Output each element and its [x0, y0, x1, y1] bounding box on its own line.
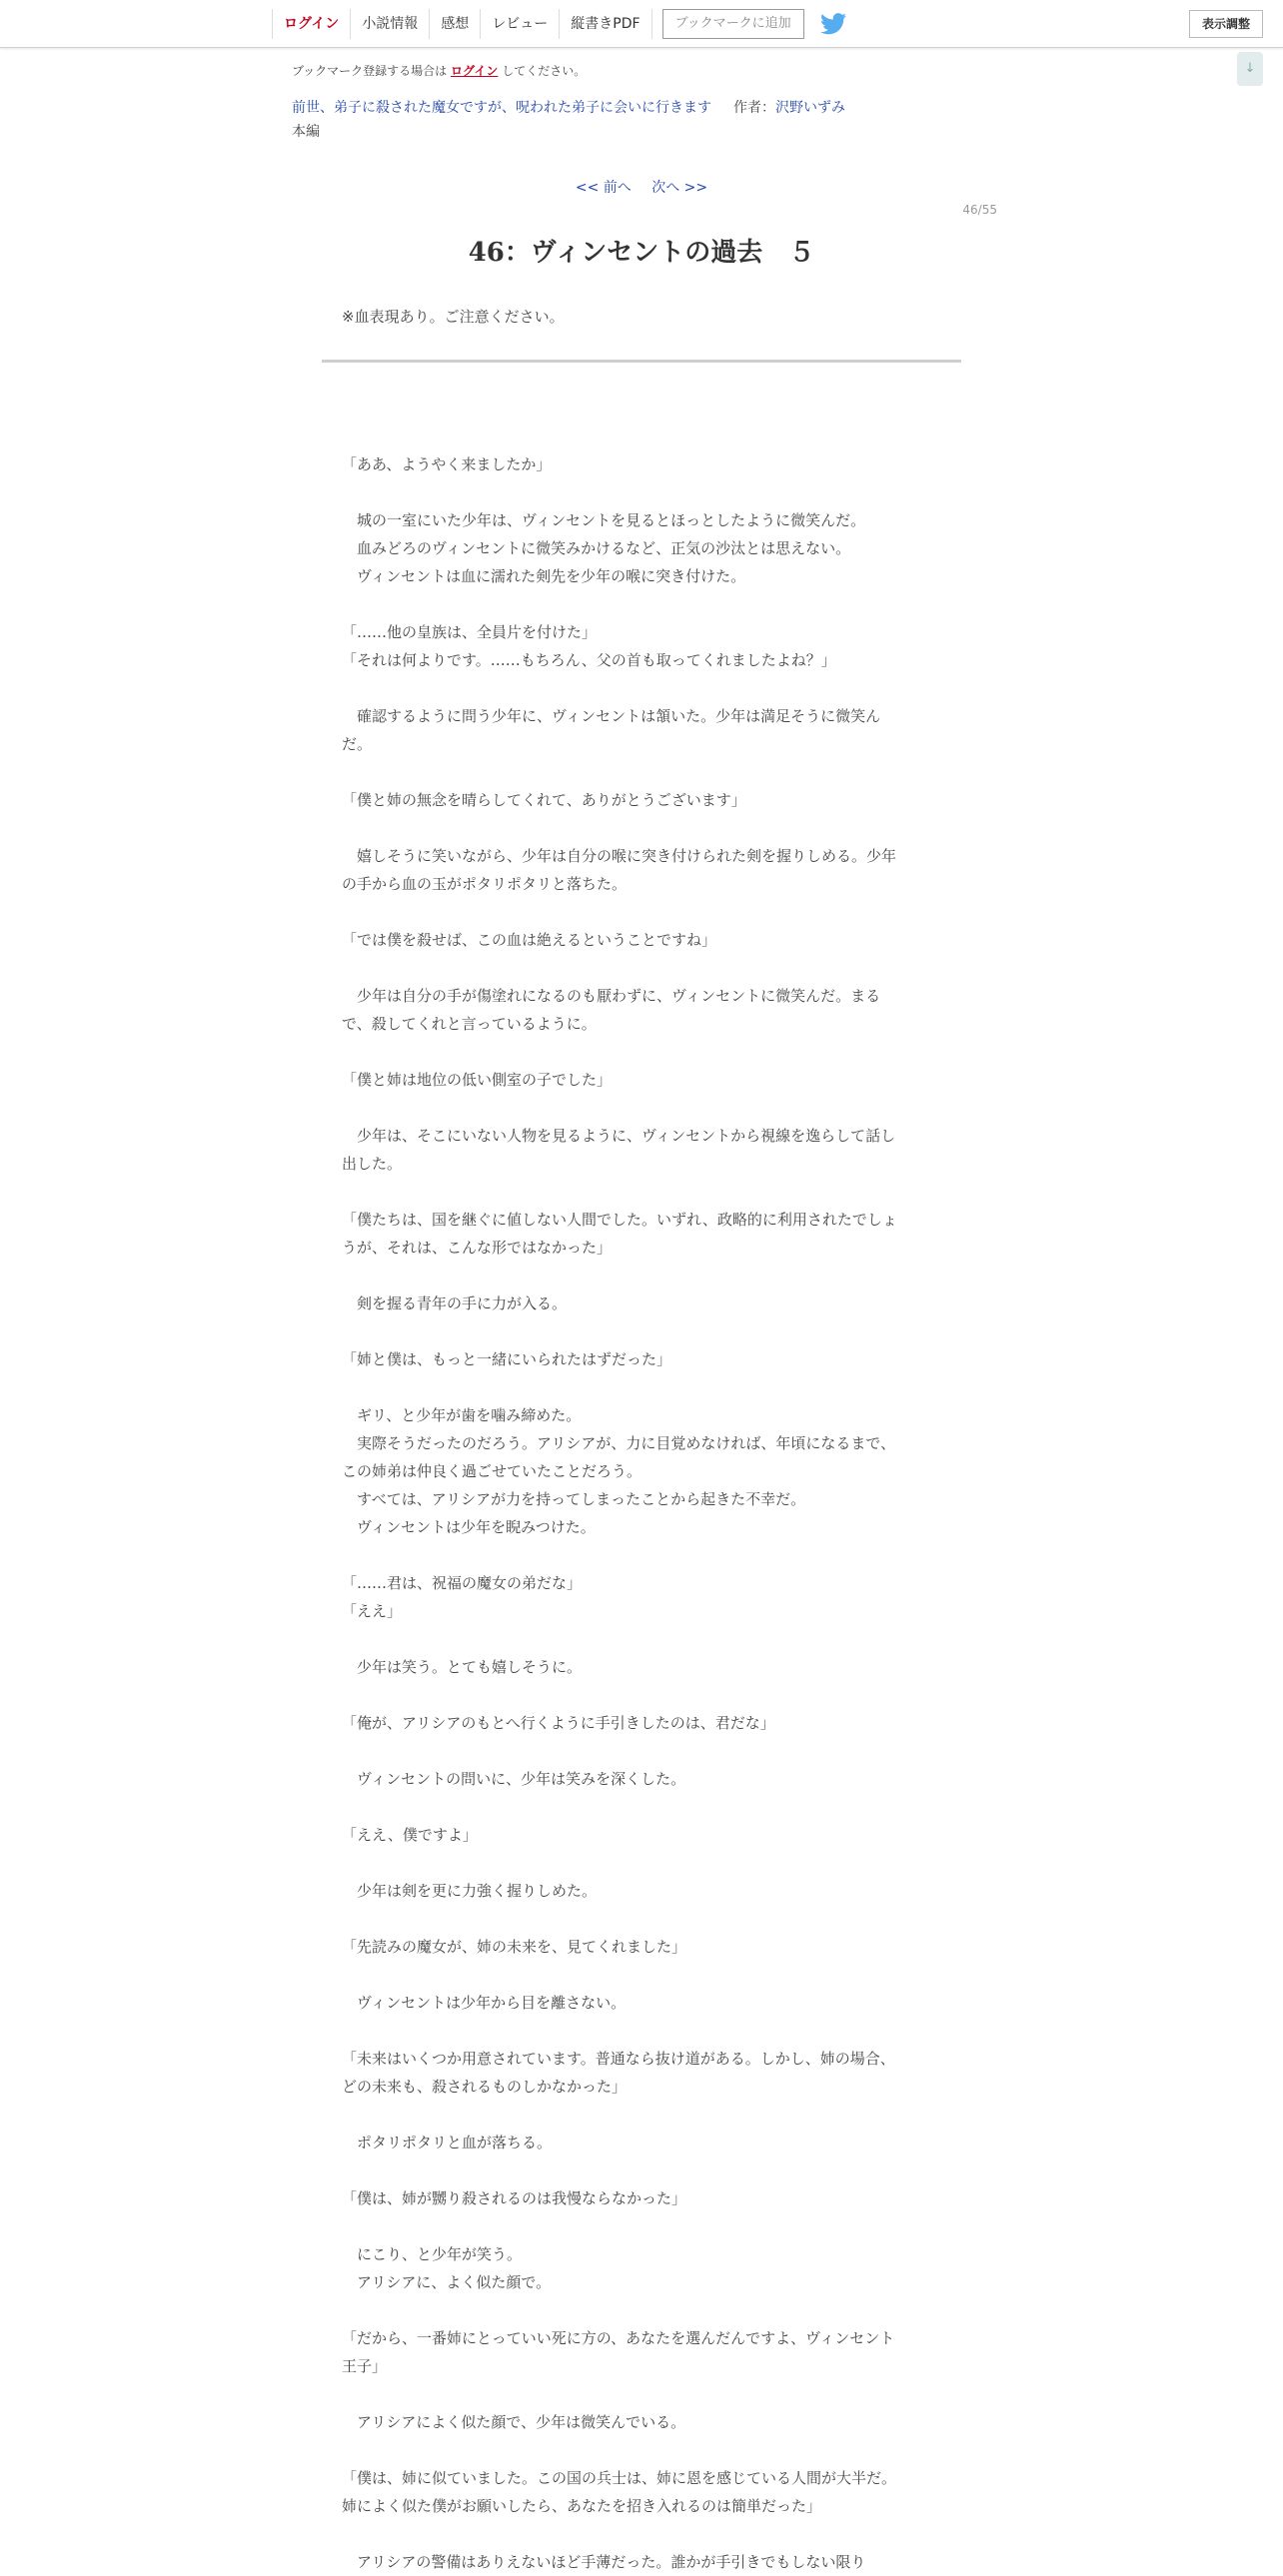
body-line: で、殺してくれと言っているように。	[342, 1015, 597, 1033]
notice-prefix: ブックマーク登録する場合は	[292, 64, 448, 78]
body-line: ヴィンセントは少年を睨みつけた。	[342, 1518, 596, 1536]
chapter-label: 本編	[292, 124, 320, 140]
episode-pager	[0, 177, 1283, 197]
nav-impressions[interactable]: 感想	[429, 9, 480, 39]
blank-line	[342, 1625, 941, 1653]
episode-preface: ※血表現あり。ご注意ください。	[342, 308, 565, 326]
body-line: にこり、と少年が笑う。	[342, 2245, 523, 2263]
blank-line	[342, 2520, 941, 2548]
blank-line	[342, 1541, 941, 1569]
blank-line	[342, 2296, 941, 2324]
body-line: 「それは何よりです。……もちろん、父の首も取ってくれましたよね？」	[342, 651, 836, 669]
body-line: 出した。	[342, 1155, 403, 1173]
blank-line	[342, 758, 941, 786]
top-header	[0, 0, 1283, 48]
display-settings-button[interactable]: 表示調整	[1189, 10, 1263, 38]
twitter-bird-icon[interactable]	[820, 13, 846, 35]
blank-line	[342, 1094, 941, 1122]
body-line: 「僕は、姉が嬲り殺されるのは我慢ならなかった」	[342, 2189, 687, 2207]
body-line: ヴィンセントは少年から目を離さない。	[342, 1994, 627, 2012]
blank-line	[342, 2380, 941, 2408]
next-link[interactable]: 次へ >>	[651, 180, 708, 196]
body-line: の手から血の玉がポタリポタリと落ちた。	[342, 875, 628, 893]
body-line: 「ええ、僕ですよ」	[342, 1826, 478, 1844]
blank-line	[342, 1849, 941, 1877]
episode-body	[342, 450, 941, 2576]
blank-line	[342, 590, 941, 618]
body-line: ヴィンセントの問いに、少年は笑みを深くした。	[342, 1770, 686, 1788]
prev-link[interactable]: << 前へ	[575, 180, 632, 196]
page-count: 46/55	[962, 203, 997, 217]
novel-header	[292, 97, 845, 117]
author-link[interactable]: 沢野いずみ	[775, 100, 845, 116]
body-line: どの未来も、殺されるものしかなかった」	[342, 2078, 628, 2096]
body-line: 「僕と姉は地位の低い側室の子でした」	[342, 1071, 613, 1089]
notice-login-link[interactable]: ログイン	[451, 64, 499, 78]
episode-title: 46：ヴィンセントの過去 ５	[468, 238, 815, 268]
blank-line	[342, 674, 941, 702]
body-line: 血みどろのヴィンセントに微笑みかけるなど、正気の沙汰とは思えない。	[342, 539, 851, 557]
blank-line	[342, 2436, 941, 2464]
body-line: アリシアによく似た顔で、少年は微笑んでいる。	[342, 2413, 686, 2431]
nav-vertical-pdf[interactable]: 縦書きPDF	[559, 9, 651, 39]
body-line: 「姉と僕は、もっと一緒にいられたはずだった」	[342, 1350, 672, 1368]
body-line: すべては、アリシアが力を持ってしまったことから起きた不幸だ。	[342, 1490, 806, 1508]
body-line: 剣を握る青年の手に力が入る。	[342, 1294, 568, 1312]
body-line: ポタリポタリと血が落ちる。	[342, 2134, 553, 2151]
body-line: 「僕は、姉に似ていました。この国の兵士は、姉に恩を感じている人間が大半だ。	[342, 2469, 897, 2487]
preface-divider	[322, 360, 961, 363]
blank-line	[342, 1961, 941, 1989]
blank-line	[342, 1038, 941, 1066]
body-line: この姉弟は仲良く過ごせていたことだろう。	[342, 1462, 642, 1480]
blank-line	[342, 1905, 941, 1933]
blank-line	[342, 2101, 941, 2129]
blank-line	[342, 1737, 941, 1765]
scroll-down-button[interactable]: ↓	[1237, 52, 1263, 86]
body-line: 「ああ、ようやく来ましたか」	[342, 455, 552, 473]
body-line: 「俺が、アリシアのもとへ行くように手引きしたのは、君だな」	[342, 1714, 775, 1732]
body-line: 「ええ」	[342, 1602, 403, 1620]
body-line: 「未来はいくつか用意されています。普通なら抜け道がある。しかし、姉の場合、	[342, 2050, 895, 2068]
blank-line	[342, 1681, 941, 1709]
body-line: 「……君は、祝福の魔女の弟だな」	[342, 1574, 583, 1592]
blank-line	[342, 2156, 941, 2184]
blank-line	[342, 898, 941, 926]
body-line: 嬉しそうに笑いながら、少年は自分の喉に突き付けられた剣を握りしめる。少年	[342, 847, 897, 865]
body-line: ギリ、と少年が歯を噛み締めた。	[342, 1406, 582, 1424]
blank-line	[342, 1178, 941, 1206]
body-line: 「僕たちは、国を継ぐに値しない人間でした。いずれ、政略的に利用されたでしょ	[342, 1211, 897, 1229]
add-bookmark-button[interactable]: ブックマークに追加	[662, 9, 804, 39]
blank-line	[342, 2212, 941, 2240]
blank-line	[342, 2017, 941, 2045]
novel-title-link[interactable]: 前世、弟子に殺された魔女ですが、呪われた弟子に会いに行きます	[292, 100, 711, 116]
blank-line	[342, 1373, 941, 1401]
body-line: 「だから、一番姉にとっていい死に方の、あなたを選んだんですよ、ヴィンセント	[342, 2329, 895, 2347]
blank-line	[342, 478, 941, 506]
body-line: アリシアの警備はありえないほど手薄だった。誰かが手引きでもしない限り	[342, 2553, 866, 2571]
bookmark-login-notice	[292, 62, 586, 79]
nav-review[interactable]: レビュー	[480, 9, 559, 39]
notice-suffix: してください。	[502, 64, 587, 78]
nav-novel-info[interactable]: 小説情報	[350, 9, 429, 39]
body-line: 少年は、そこにいない人物を見るように、ヴィンセントから視線を逸らして話し	[342, 1127, 896, 1145]
body-line: だ。	[342, 735, 373, 753]
body-line: 「では僕を殺せば、この血は絶えるということですね」	[342, 931, 717, 949]
body-line: アリシアに、よく似た顔で。	[342, 2273, 552, 2291]
blank-line	[342, 1793, 941, 1821]
body-line: 少年は自分の手が傷塗れになるのも厭わずに、ヴィンセントに微笑んだ。まる	[342, 987, 881, 1005]
body-line: うが、それは、こんな形ではなかった」	[342, 1239, 613, 1257]
body-line: 確認するように問う少年に、ヴィンセントは頷いた。少年は満足そうに微笑ん	[342, 707, 881, 725]
blank-line	[342, 814, 941, 842]
body-line: 実際そうだったのだろう。アリシアが、力に目覚めなければ、年頃になるまで、	[342, 1434, 896, 1452]
body-line: ヴィンセントは血に濡れた剣先を少年の喉に突き付けた。	[342, 567, 746, 585]
body-line: 城の一室にいた少年は、ヴィンセントを見るとほっとしたように微笑んだ。	[342, 511, 866, 529]
body-line: 姉によく似た僕がお願いしたら、あなたを招き入れるのは簡単だった」	[342, 2497, 822, 2515]
body-line: 王子」	[342, 2357, 388, 2375]
body-line: 少年は剣を更に力強く握りしめた。	[342, 1882, 598, 1900]
body-line: 少年は笑う。とても嬉しそうに。	[342, 1658, 583, 1676]
author-label: 作者：	[733, 100, 775, 116]
body-line: 「僕と姉の無念を晴らしてくれて、ありがとうございます」	[342, 791, 746, 809]
nav-login[interactable]: ログイン	[272, 9, 350, 39]
blank-line	[342, 954, 941, 982]
body-line: 「……他の皇族は、全員片を付けた」	[342, 623, 598, 641]
blank-line	[342, 1317, 941, 1345]
blank-line	[342, 1262, 941, 1289]
main-nav	[272, 8, 846, 40]
body-line: 「先読みの魔女が、姉の未来を、見てくれました」	[342, 1938, 687, 1956]
